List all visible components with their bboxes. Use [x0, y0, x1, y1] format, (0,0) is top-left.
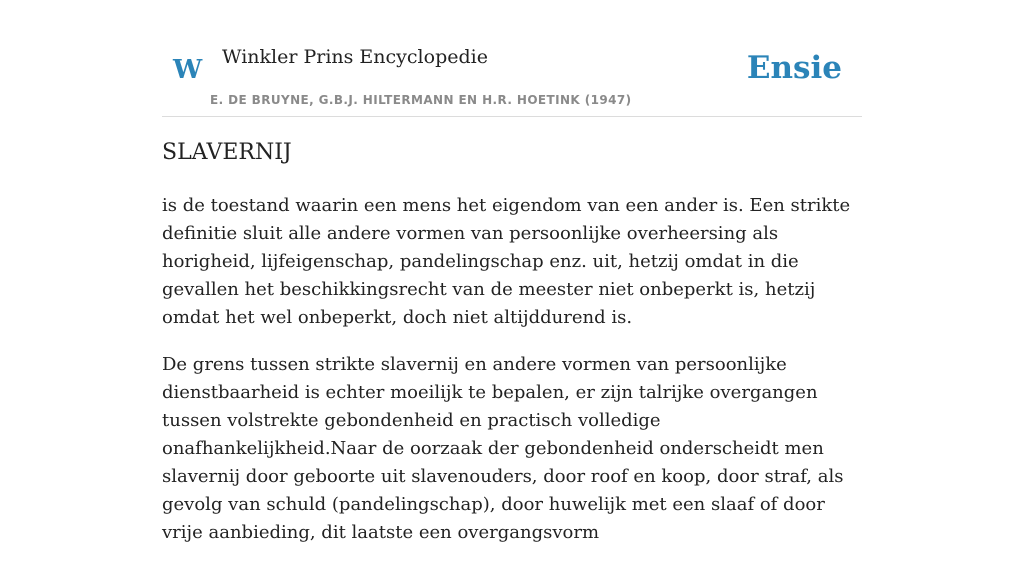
entry-title: SLAVERNIJ [162, 140, 292, 165]
publication-title[interactable]: Winkler Prins Encyclopedie [222, 46, 488, 68]
entry-paragraph: is de toestand waarin een mens het eigendom van een ander is. Een strikte definitie sluit alle andere vormen van persoonlijke overheersing als horigheid, lijfeigenschap, pandelingschap enz. uit, hetzij omdat in die gevallen het beschikkingsrecht van de meester niet onbeperkt is, hetzij omdat het wel onbeperkt, doch niet altijddurend is. [162, 195, 851, 328]
entry-body [162, 192, 866, 566]
publication-logo[interactable]: W [173, 55, 203, 85]
entry-paragraph: De grens tussen strikte slavernij en andere vormen van persoonlijke dienstbaarheid is echter moeilijk te bepalen, er zijn talrijke overgangen tussen volstrekte gebondenheid en practisch volledige onafhankelijkheid.Naar de oorzaak der gebondenheid onderscheidt men slavernij door geboorte uit slavenouders, door roof en koop, door straf, als gevolg van schuld (pandelingschap), door huwelijk met een slaaf of door vrije aanbieding, dit laatste een overgangsvorm [162, 354, 844, 543]
publication-authors: E. DE BRUYNE, G.B.J. HILTERMANN EN H.R. HOETINK (1947) [210, 93, 632, 107]
site-header [162, 0, 862, 117]
ensie-logo-link[interactable]: Ensie [746, 50, 842, 86]
